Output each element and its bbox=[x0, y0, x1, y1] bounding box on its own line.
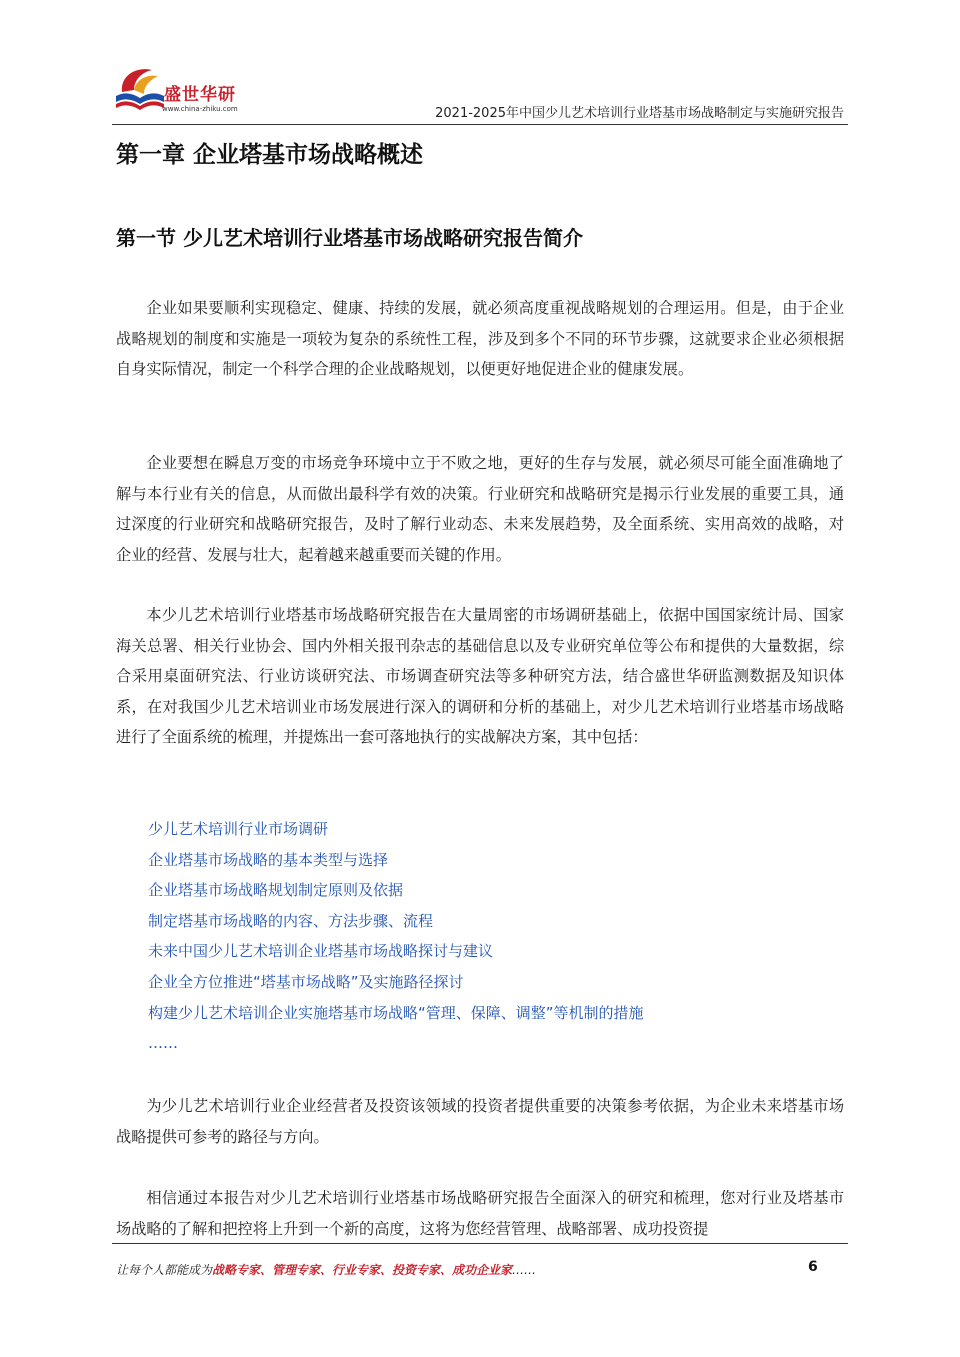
logo-name: 盛世华研 bbox=[164, 85, 236, 105]
paragraph-3: 本少儿艺术培训行业塔基市场战略研究报告在大量周密的市场调研基础上，依据中国国家统计局、国家海关总署、相关行业协会、国内外相关报刊杂志的基础信息以及专业研究单位等公布和提供的大量数据，综合采用桌面研究法、行业访谈研究法、市场调查研究法等多种研究方法，结合盛世华研监测数据及知识体系，在对我国少儿艺术培训业市场发展进行深入的调研和分析的基础上，对少儿艺术培训行业塔基市场战略进行了全面系统的梳理，并提炼出一套可落地执行的实战解决方案，其中包括： bbox=[116, 606, 844, 746]
paragraph-2: 企业要想在瞬息万变的市场竞争环境中立于不败之地，更好的生存与发展，就必须尽可能全面准确地了解与本行业有关的信息，从而做出最科学有效的决策。行业研究和战略研究是揭示行业发展的重要工具，通过深度的行业研究和战略研究报告，及时了解行业动态、未来发展趋势，及全面系统、实用高效的战略，对企业的经营、发展与壮大，起着越来越重要而关键的作用。 bbox=[116, 454, 844, 564]
page-number: 6 bbox=[808, 1259, 818, 1275]
list-item[interactable]: 未来中国少儿艺术培训企业塔基市场战略探讨与建议 bbox=[148, 942, 494, 961]
footer-divider bbox=[112, 1243, 848, 1244]
contents-list bbox=[148, 814, 644, 1059]
chapter-title: 第一章 企业塔基市场战略概述 bbox=[116, 142, 424, 168]
company-logo bbox=[112, 62, 247, 122]
logo-book-icon bbox=[112, 62, 168, 114]
list-item[interactable]: 制定塔基市场战略的内容、方法步骤、流程 bbox=[148, 911, 434, 930]
footer-suffix: …… bbox=[512, 1263, 537, 1277]
footer-slogan bbox=[116, 1261, 536, 1278]
paragraph-4: 为少儿艺术培训行业企业经营者及投资该领域的投资者提供重要的决策参考依据，为企业未来塔基市场战略提供可参考的路径与方向。 bbox=[116, 1097, 844, 1146]
paragraph-5: 相信通过本报告对少儿艺术培训行业塔基市场战略研究报告全面深入的研究和梳理，您对行业及塔基市场战略的了解和把控将上升到一个新的高度，这将为您经营管理、战略部署、成功投资提 bbox=[116, 1189, 844, 1238]
list-item[interactable]: 企业塔基市场战略规划制定原则及依据 bbox=[148, 881, 404, 900]
footer-highlight: 战略专家、管理专家、行业专家、投资专家、成功企业家 bbox=[212, 1263, 513, 1277]
list-item[interactable]: 少儿艺术培训行业市场调研 bbox=[148, 820, 329, 838]
section-title: 第一节 少儿艺术培训行业塔基市场战略研究报告简介 bbox=[116, 226, 583, 250]
paragraph-1: 企业如果要顺利实现稳定、健康、持续的发展，就必须高度重视战略规划的合理运用。但是，由于企业战略规划的制度和实施是一项较为复杂的系统性工程，涉及到多个不同的环节步骤，这就要求企业必须根据自身实际情况，制定一个科学合理的企业战略规划，以便更好地促进企业的健康发展。 bbox=[116, 299, 844, 378]
list-item-ellipsis: …… bbox=[148, 1034, 178, 1053]
list-item[interactable]: 企业全方位推进“塔基市场战略”及实施路径探讨 bbox=[148, 972, 464, 991]
list-item[interactable]: 构建少儿艺术培训企业实施塔基市场战略“管理、保障、调整”等机制的措施 bbox=[148, 1003, 644, 1022]
logo-url: www.china-zhiku.com bbox=[162, 105, 238, 113]
list-item[interactable]: 企业塔基市场战略的基本类型与选择 bbox=[148, 850, 389, 869]
header-divider bbox=[112, 124, 848, 125]
report-title: 2021-2025年中国少儿艺术培训行业塔基市场战略制定与实施研究报告 bbox=[435, 106, 844, 121]
footer-prefix: 让每个人都能成为 bbox=[116, 1263, 213, 1277]
